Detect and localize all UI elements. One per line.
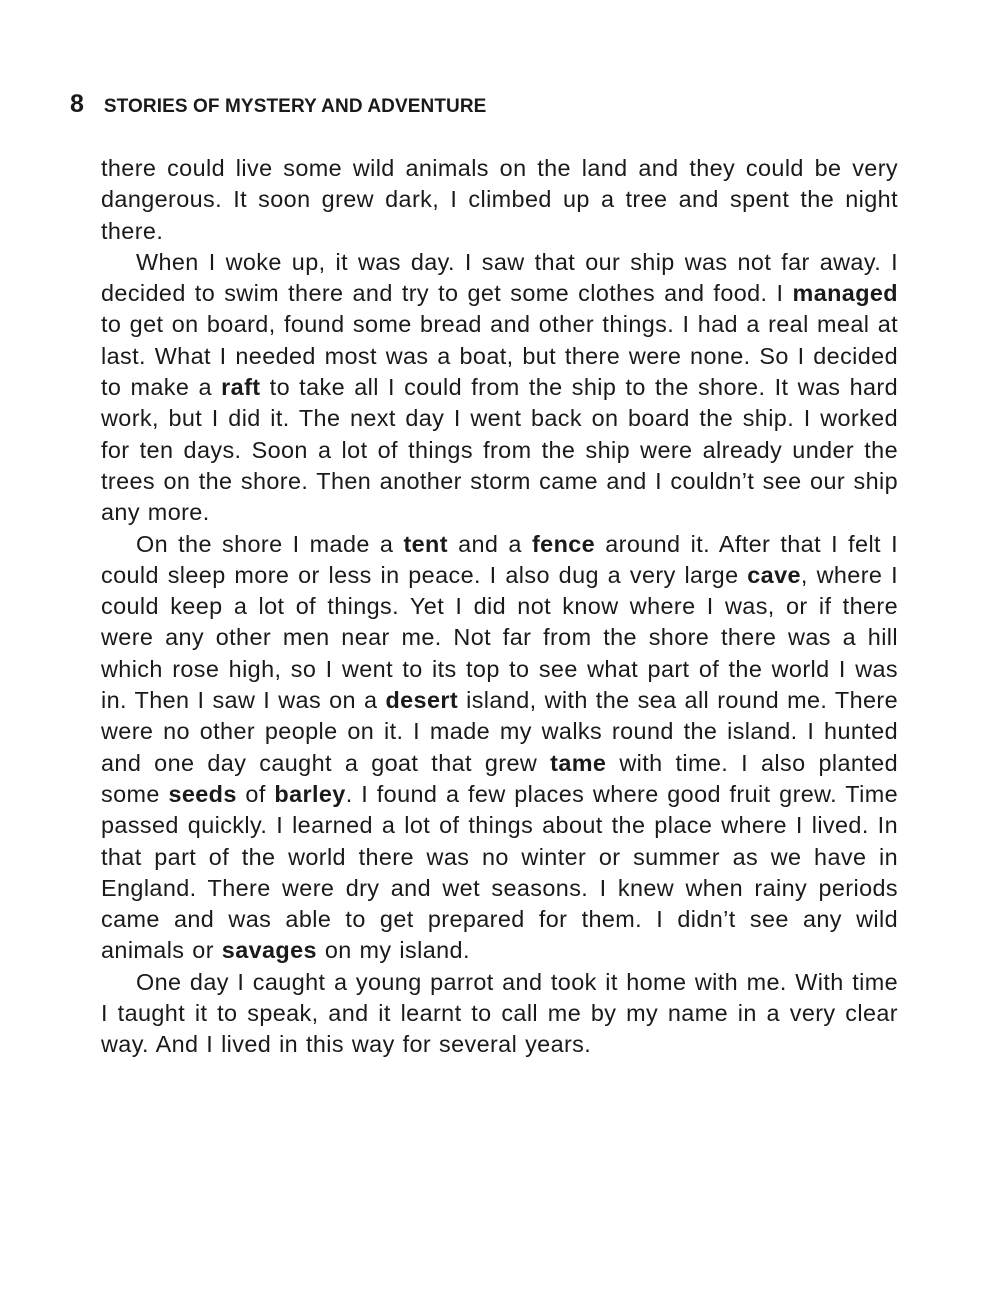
text-run: island, with the sea all round me. There were no other people on it. I made my walks round the island. I hunted and one day caught a goat that grew — [101, 687, 899, 776]
text-run: , where I could keep a lot of things. Yet I did not know where I was, or if there were any other men near me. Not far from the shore there was a hill which rose high, so I went to its top to see what part of the world I was in. Then I saw I was on a — [101, 561, 898, 714]
text-run: to get on board, found some bread and other things. I had a real meal at last. What I needed most was a boat, but there were none. So I decided to make a — [101, 311, 898, 401]
text-run: and a — [447, 530, 532, 557]
vocabulary-word: seeds — [168, 780, 237, 807]
paragraph — [101, 247, 898, 529]
text-run: around it. After that I felt I could sleep more or less in peace. I also dug a very large — [101, 530, 898, 588]
text-run: of — [236, 780, 275, 807]
text-run: there could live some wild animals on the land and they could be very dangerous. It soon grew dark, I climbed up a tree and spent the night there. — [101, 155, 898, 244]
text-run: to take all I could from the ship to the shore. It was hard work, but I did it. The next day I went back on board the ship. I worked for ten days. Soon a lot of things from the ship were already under the trees on the shore. Then another storm came and I couldn’t see our ship any more. — [101, 374, 898, 526]
vocabulary-word: desert — [385, 687, 459, 714]
vocabulary-word: managed — [792, 280, 898, 307]
vocabulary-word: tame — [550, 749, 607, 776]
vocabulary-word: savages — [221, 937, 317, 964]
text-run: On the shore I made a — [136, 530, 404, 557]
running-head — [70, 90, 486, 119]
paragraph — [101, 529, 898, 967]
vocabulary-word: raft — [221, 374, 261, 401]
book-title: STORIES OF MYSTERY AND ADVENTURE — [103, 96, 487, 117]
text-run: . I found a few places where good fruit grew. Time passed quickly. I learned a lot of things about the place where I lived. In that part of the world there was no winter or summer as we have in England. There were dry and wet seasons. I knew when rainy periods came and was able to get prepared for them. I didn’t see any wild animals or — [101, 780, 898, 964]
vocabulary-word: fence — [531, 530, 596, 557]
paragraph — [101, 967, 898, 1061]
text-run: with time. I also planted some — [101, 749, 898, 807]
text-run: When I woke up, it was day. I saw that our ship was not far away. I decided to swim there and try to get some clothes and food. I — [101, 248, 898, 307]
vocabulary-word: tent — [403, 530, 448, 557]
text-run: on my island. — [316, 937, 470, 964]
body-text — [101, 153, 898, 1061]
paragraph — [101, 153, 898, 247]
page-number: 8 — [70, 90, 84, 118]
vocabulary-word: barley — [274, 780, 346, 807]
text-run: One day I caught a young parrot and took it home with me. With time I taught it to speak, and it learnt to call me by my name in a very clear way. And I lived in this way for several years. — [101, 968, 898, 1058]
vocabulary-word: cave — [747, 561, 801, 588]
